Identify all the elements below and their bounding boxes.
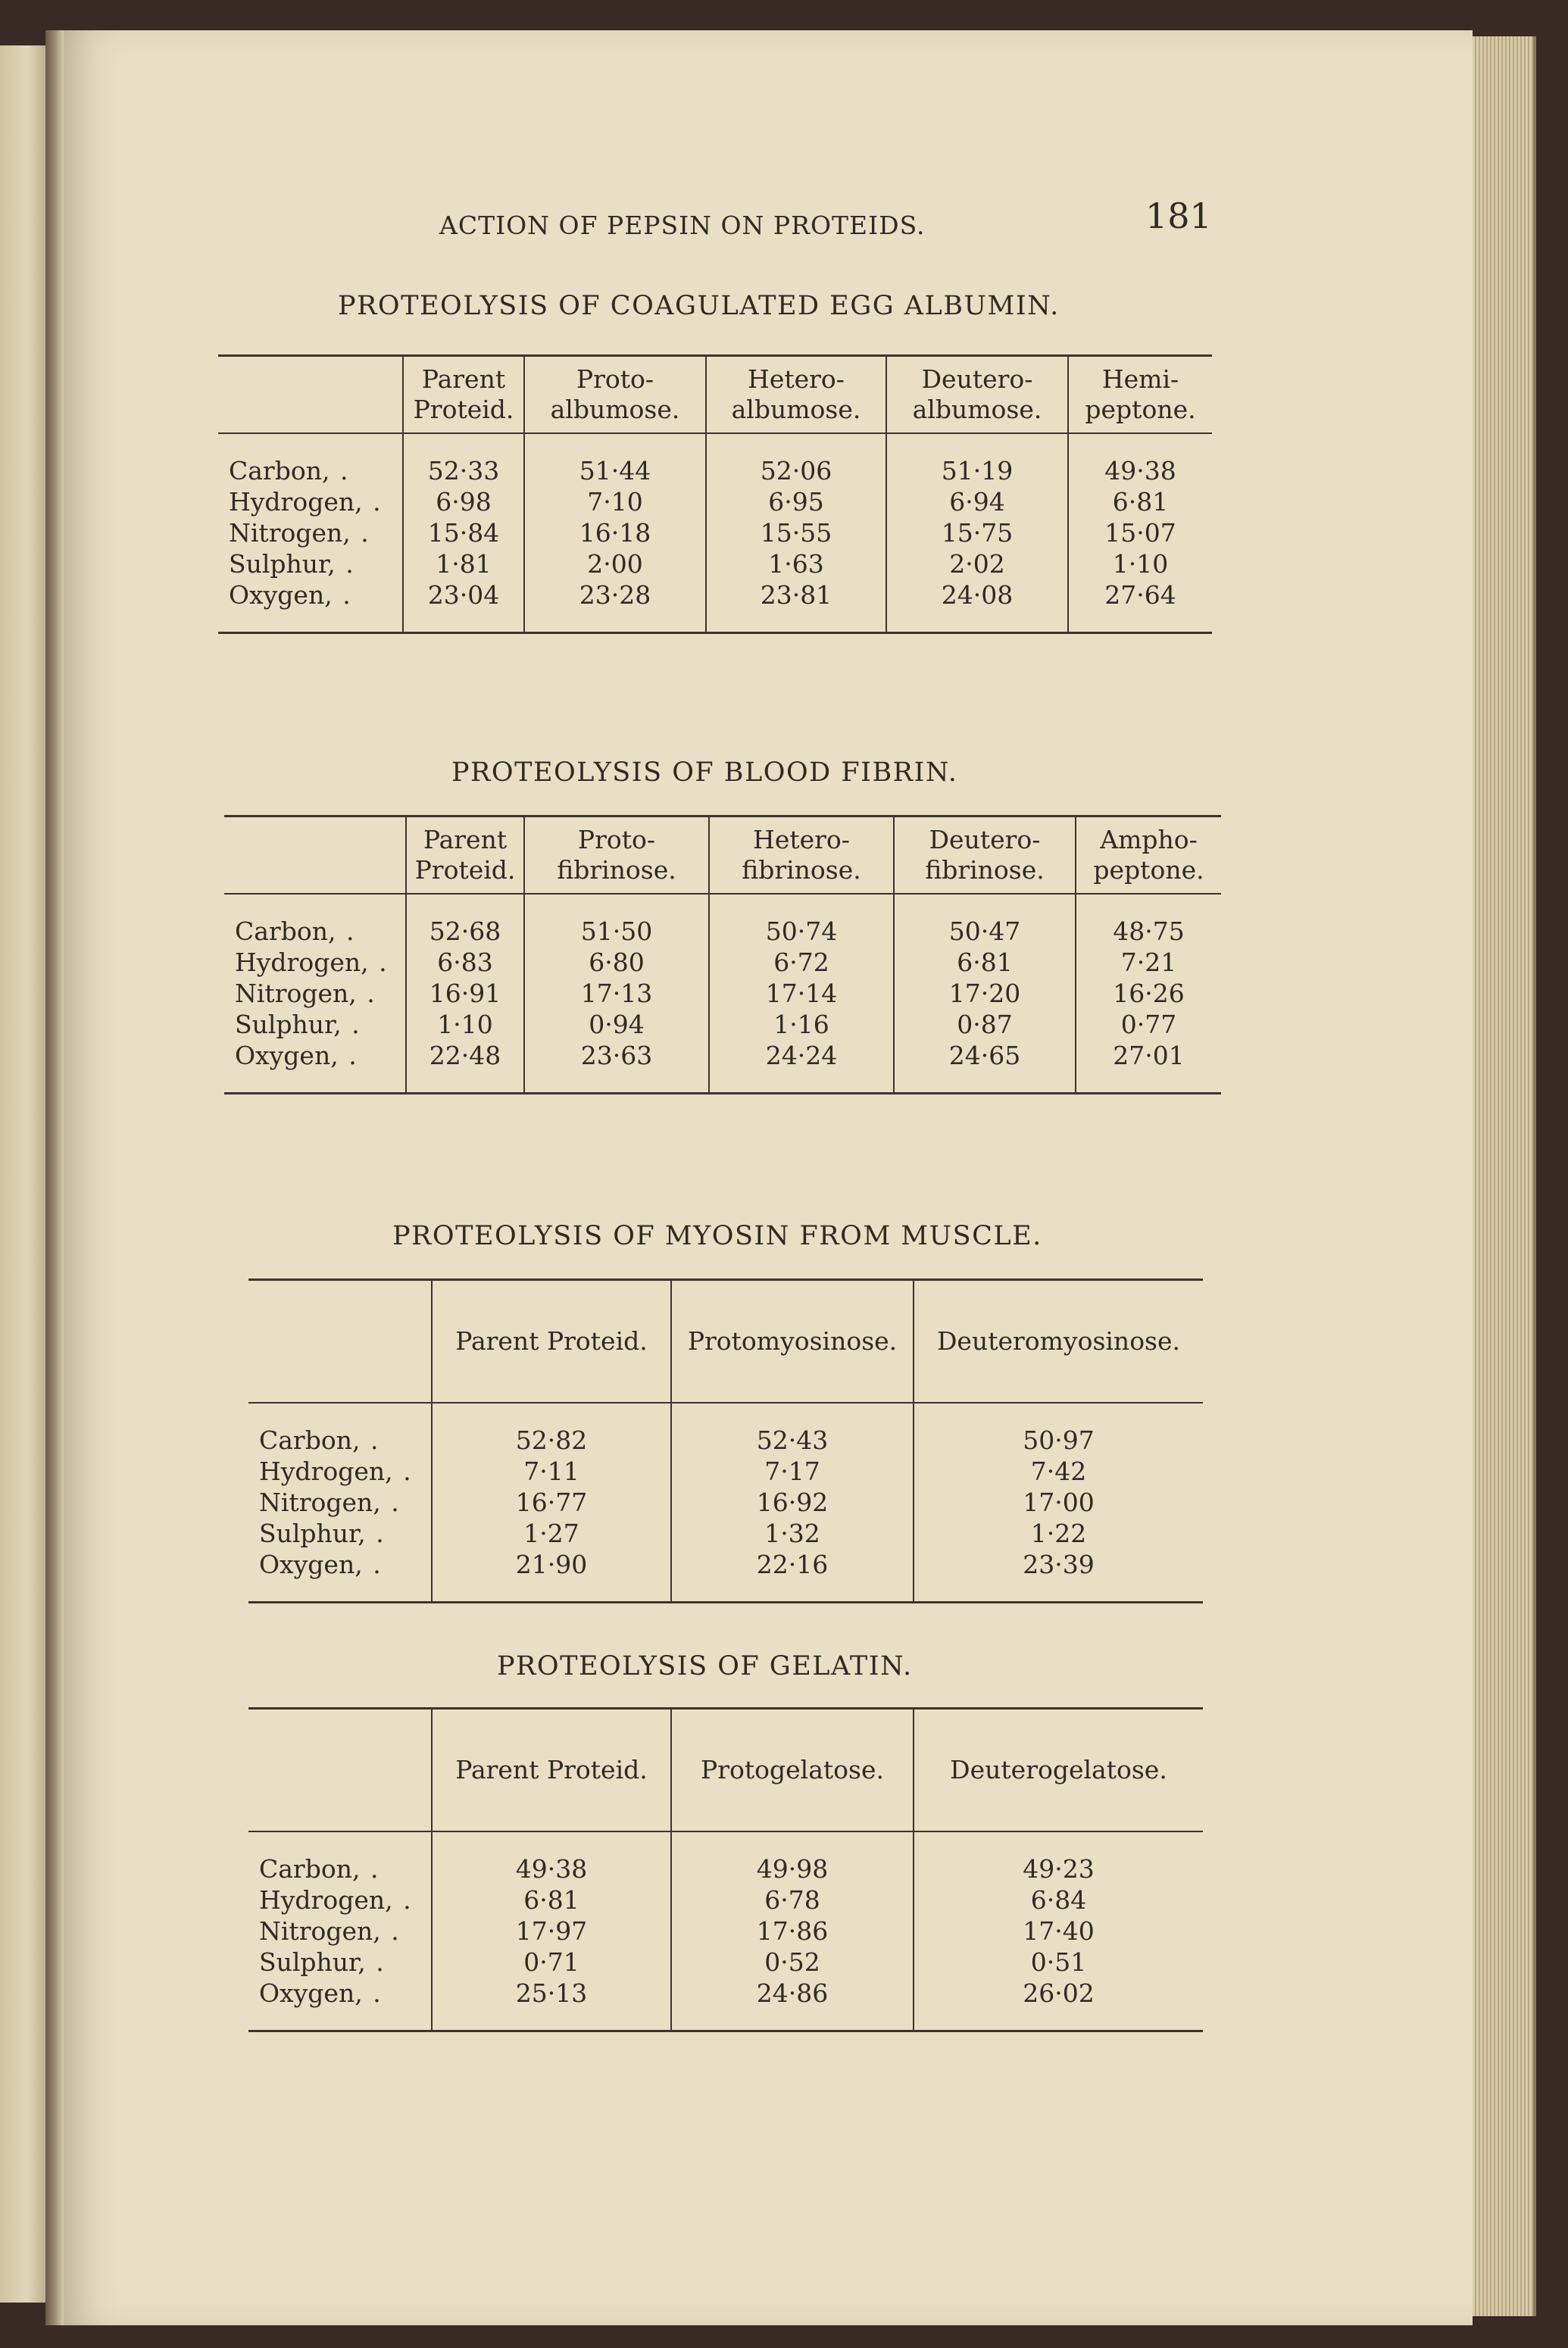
- leader-dot: .: [367, 979, 375, 1008]
- value-cell: 0·71: [523, 1947, 579, 1977]
- value-column: [671, 1403, 914, 1603]
- left-page-edge: [0, 45, 45, 2303]
- header-label: Hetero-: [753, 825, 850, 854]
- value-cell: 7·42: [1030, 1457, 1087, 1486]
- book-gutter: [45, 30, 64, 2325]
- header-cell: [1076, 816, 1221, 895]
- element-label: [259, 1978, 423, 2009]
- header-label: fibrinose.: [557, 855, 676, 885]
- element-name: Oxygen,: [229, 580, 333, 610]
- value-column: [914, 1831, 1203, 2031]
- element-label: [259, 1425, 423, 1456]
- table-header-row: [248, 1280, 1203, 1403]
- leader-dot: .: [351, 1010, 360, 1039]
- table-title-gelatin: PROTEOLYSIS OF GELATIN.: [497, 1651, 913, 1681]
- value-cell: 52·33: [427, 456, 500, 486]
- value-column: [914, 1403, 1203, 1603]
- table-body-row: [248, 1831, 1203, 2031]
- value-column: [709, 894, 894, 1094]
- leader-dot: .: [373, 487, 381, 517]
- value-column: [1068, 433, 1212, 633]
- value-column: [403, 433, 524, 633]
- leader-dot: .: [339, 456, 348, 486]
- table-title-blood-fibrin: PROTEOLYSIS OF BLOOD FIBRIN.: [451, 757, 958, 788]
- element-label: [235, 947, 398, 978]
- header-cell: [894, 816, 1076, 895]
- header-label: Ampho-: [1100, 825, 1198, 854]
- header-label: Deuteromyosinose.: [936, 1326, 1181, 1356]
- element-label: [229, 517, 395, 548]
- value-cell: 23·28: [579, 580, 651, 610]
- value-cell: 23·63: [580, 1041, 653, 1070]
- value-cell: 15·75: [941, 518, 1014, 548]
- header-label: Deuterogelatose.: [950, 1755, 1167, 1784]
- header-cell: [914, 1709, 1203, 1832]
- value-cell: 6·81: [523, 1885, 579, 1915]
- header-label: albumose.: [731, 395, 861, 424]
- element-name: Nitrogen,: [229, 518, 351, 548]
- value-cell: 17·40: [1023, 1916, 1095, 1946]
- table-header-row: [218, 356, 1212, 434]
- table-myosin: [248, 1279, 1203, 1603]
- element-name: Oxygen,: [259, 1978, 363, 2008]
- value-cell: 2·00: [587, 549, 643, 579]
- leader-dot: .: [370, 1425, 379, 1455]
- table-body-row: [218, 433, 1212, 633]
- header-label: Proteid.: [414, 855, 516, 885]
- value-cell: 0·87: [957, 1010, 1013, 1039]
- value-cell: 51·19: [941, 456, 1014, 486]
- value-cell: 22·48: [429, 1041, 501, 1070]
- value-cell: 15·84: [427, 518, 500, 548]
- header-label: Proto-: [576, 364, 654, 394]
- value-cell: 17·20: [948, 979, 1021, 1008]
- value-cell: 23·39: [1023, 1550, 1095, 1579]
- value-cell: 1·81: [436, 549, 492, 579]
- value-cell: 26·02: [1023, 1978, 1095, 2008]
- leader-dot: .: [379, 948, 387, 977]
- value-cell: 1·10: [437, 1010, 493, 1039]
- value-cell: 6·80: [589, 948, 645, 977]
- leader-dot: .: [403, 1885, 411, 1915]
- header-label: Protomyosinose.: [687, 1326, 898, 1356]
- header-cell: [524, 816, 709, 895]
- leader-dot: .: [345, 549, 354, 579]
- value-cell: 51·50: [580, 916, 653, 946]
- header-cell: [432, 1709, 671, 1832]
- value-column: [524, 433, 706, 633]
- value-cell: 15·07: [1104, 518, 1176, 548]
- leader-dot: .: [376, 1947, 384, 1977]
- header-cell: [432, 1280, 671, 1403]
- element-label: [235, 1009, 398, 1040]
- header-label: peptone.: [1085, 395, 1196, 424]
- running-head: ACTION OF PEPSIN ON PROTEIDS.: [439, 211, 926, 240]
- table-gelatin: [248, 1707, 1203, 2032]
- element-label: [229, 455, 395, 486]
- header-cell: [524, 356, 706, 434]
- element-name: Hydrogen,: [259, 1885, 393, 1915]
- table-blood-fibrin: [224, 815, 1221, 1094]
- leader-dot: .: [373, 1550, 381, 1579]
- header-blank: [248, 1280, 432, 1403]
- value-column: [1076, 894, 1221, 1094]
- element-label: [259, 1456, 423, 1487]
- value-cell: 23·04: [427, 580, 500, 610]
- value-cell: 6·98: [436, 487, 492, 517]
- value-cell: 1·63: [768, 549, 824, 579]
- header-label: fibrinose.: [742, 855, 861, 885]
- value-cell: 7·11: [523, 1457, 579, 1486]
- leader-dot: .: [376, 1519, 384, 1548]
- value-cell: 17·13: [580, 979, 653, 1008]
- value-cell: 52·06: [760, 456, 832, 486]
- element-label: [259, 1549, 423, 1580]
- header-cell: [914, 1280, 1203, 1403]
- value-cell: 50·74: [765, 916, 838, 946]
- value-cell: 6·78: [764, 1885, 820, 1915]
- leader-dot: .: [403, 1457, 411, 1486]
- value-cell: 16·92: [756, 1488, 829, 1517]
- element-name: Sulphur,: [259, 1519, 366, 1548]
- header-label: Proto-: [577, 825, 656, 854]
- value-cell: 2·02: [949, 549, 1005, 579]
- leader-dot: .: [373, 1978, 381, 2008]
- value-cell: 6·81: [1112, 487, 1169, 517]
- header-cell: [709, 816, 894, 895]
- header-label: Parent Proteid.: [455, 1755, 648, 1784]
- header-cell: [706, 356, 886, 434]
- value-cell: 24·65: [948, 1041, 1021, 1070]
- value-cell: 24·86: [756, 1978, 829, 2008]
- value-cell: 0·52: [764, 1947, 820, 1977]
- page-number: 181: [1145, 195, 1212, 236]
- value-cell: 7·10: [587, 487, 643, 517]
- value-column: [432, 1403, 671, 1603]
- table-body-row: [224, 894, 1221, 1094]
- value-cell: 49·38: [1104, 456, 1176, 486]
- element-label: [259, 1947, 423, 1978]
- value-cell: 16·77: [515, 1488, 588, 1517]
- value-cell: 24·24: [765, 1041, 838, 1070]
- header-label: Proteid.: [413, 395, 514, 424]
- value-column: [524, 894, 709, 1094]
- element-label: [259, 1853, 423, 1884]
- header-blank: [248, 1709, 432, 1832]
- value-cell: 17·97: [515, 1916, 588, 1946]
- element-label: [259, 1916, 423, 1947]
- element-column: [248, 1403, 432, 1603]
- leader-dot: .: [345, 916, 355, 946]
- value-cell: 0·77: [1120, 1010, 1177, 1039]
- leader-dot: .: [391, 1916, 399, 1946]
- value-cell: 7·17: [764, 1457, 820, 1486]
- value-column: [671, 1831, 914, 2031]
- value-cell: 1·16: [773, 1010, 829, 1039]
- element-name: Nitrogen,: [259, 1488, 381, 1517]
- table-header-row: [248, 1709, 1203, 1832]
- header-cell: [671, 1280, 914, 1403]
- value-cell: 49·98: [756, 1854, 829, 1884]
- header-label: Hetero-: [748, 364, 845, 394]
- value-cell: 0·94: [589, 1010, 645, 1039]
- value-cell: 1·27: [523, 1519, 579, 1548]
- element-name: Sulphur,: [235, 1010, 342, 1039]
- value-column: [406, 894, 524, 1094]
- element-label: [259, 1884, 423, 1916]
- element-name: Carbon,: [229, 456, 330, 486]
- element-column: [224, 894, 406, 1094]
- value-cell: 27·01: [1113, 1041, 1185, 1070]
- header-label: fibrinose.: [925, 855, 1045, 885]
- value-cell: 21·90: [515, 1550, 588, 1579]
- header-label: Parent: [423, 825, 508, 854]
- header-cell: [406, 816, 524, 895]
- value-cell: 16·26: [1113, 979, 1185, 1008]
- value-cell: 50·97: [1023, 1425, 1095, 1455]
- element-name: Oxygen,: [235, 1041, 339, 1070]
- value-cell: 6·95: [768, 487, 824, 517]
- element-name: Nitrogen,: [259, 1916, 381, 1946]
- table-title-myosin: PROTEOLYSIS OF MYOSIN FROM MUSCLE.: [392, 1221, 1042, 1251]
- value-cell: 50·47: [948, 916, 1021, 946]
- value-cell: 0·51: [1030, 1947, 1087, 1977]
- value-cell: 17·86: [756, 1916, 829, 1946]
- element-name: Hydrogen,: [235, 948, 369, 977]
- element-label: [235, 978, 398, 1009]
- value-cell: 52·82: [515, 1425, 588, 1455]
- header-blank: [218, 356, 403, 434]
- element-label: [229, 579, 395, 610]
- element-name: Hydrogen,: [259, 1457, 393, 1486]
- header-cell: [403, 356, 524, 434]
- element-name: Sulphur,: [229, 549, 336, 579]
- header-cell: [671, 1709, 914, 1832]
- table-body-row: [248, 1403, 1203, 1603]
- header-label: Hemi-: [1101, 364, 1179, 394]
- element-label: [259, 1487, 423, 1518]
- header-label: Parent: [421, 364, 506, 394]
- header-label: Parent Proteid.: [455, 1326, 648, 1356]
- value-cell: 7·21: [1120, 948, 1177, 977]
- element-name: Carbon,: [235, 916, 336, 946]
- header-label: peptone.: [1093, 855, 1204, 885]
- leader-dot: .: [361, 518, 369, 548]
- header-label: albumose.: [550, 395, 680, 424]
- header-label: Deutero-: [929, 825, 1041, 854]
- element-label: [235, 1040, 398, 1071]
- header-label: Deutero-: [921, 364, 1033, 394]
- value-cell: 17·14: [765, 979, 838, 1008]
- leader-dot: .: [370, 1854, 379, 1884]
- value-cell: 48·75: [1113, 916, 1185, 946]
- table-header-row: [224, 816, 1221, 895]
- value-cell: 24·08: [941, 580, 1014, 610]
- value-cell: 6·84: [1030, 1885, 1087, 1915]
- value-cell: 27·64: [1104, 580, 1176, 610]
- element-name: Oxygen,: [259, 1550, 363, 1579]
- value-cell: 6·81: [957, 948, 1013, 977]
- value-cell: 16·91: [429, 979, 501, 1008]
- leader-dot: .: [348, 1041, 357, 1070]
- element-name: Nitrogen,: [235, 979, 357, 1008]
- value-column: [886, 433, 1068, 633]
- header-label: albumose.: [912, 395, 1042, 424]
- value-cell: 25·13: [515, 1978, 588, 2008]
- table-title-egg-albumin: PROTEOLYSIS OF COAGULATED EGG ALBUMIN.: [338, 291, 1060, 321]
- value-column: [432, 1831, 671, 2031]
- value-cell: 49·38: [515, 1854, 588, 1884]
- element-name: Hydrogen,: [229, 487, 363, 517]
- value-cell: 52·43: [756, 1425, 829, 1455]
- value-cell: 23·81: [760, 580, 832, 610]
- value-column: [706, 433, 886, 633]
- value-cell: 49·23: [1023, 1854, 1095, 1884]
- table-egg-albumin: [218, 354, 1212, 634]
- header-cell: [1068, 356, 1212, 434]
- element-column: [248, 1831, 432, 2031]
- element-name: Carbon,: [259, 1425, 361, 1455]
- header-cell: [886, 356, 1068, 434]
- value-cell: 52·68: [429, 916, 501, 946]
- page-edges: [1473, 36, 1536, 2316]
- value-cell: 6·94: [949, 487, 1005, 517]
- value-cell: 1·10: [1112, 549, 1169, 579]
- element-label: [259, 1518, 423, 1549]
- value-cell: 6·72: [773, 948, 829, 977]
- element-label: [229, 548, 395, 579]
- header-blank: [224, 816, 406, 895]
- value-cell: 1·32: [764, 1519, 820, 1548]
- value-cell: 51·44: [579, 456, 651, 486]
- element-name: Sulphur,: [259, 1947, 366, 1977]
- element-column: [218, 433, 403, 633]
- leader-dot: .: [342, 580, 351, 610]
- element-label: [235, 916, 398, 947]
- header-label: Protogelatose.: [701, 1755, 884, 1784]
- value-cell: 1·22: [1030, 1519, 1087, 1548]
- value-cell: 22·16: [756, 1550, 829, 1579]
- value-cell: 15·55: [760, 518, 832, 548]
- value-column: [894, 894, 1076, 1094]
- value-cell: 6·83: [437, 948, 493, 977]
- element-name: Carbon,: [259, 1854, 361, 1884]
- element-label: [229, 486, 395, 517]
- leader-dot: .: [391, 1488, 399, 1517]
- value-cell: 16·18: [579, 518, 651, 548]
- value-cell: 17·00: [1023, 1488, 1095, 1517]
